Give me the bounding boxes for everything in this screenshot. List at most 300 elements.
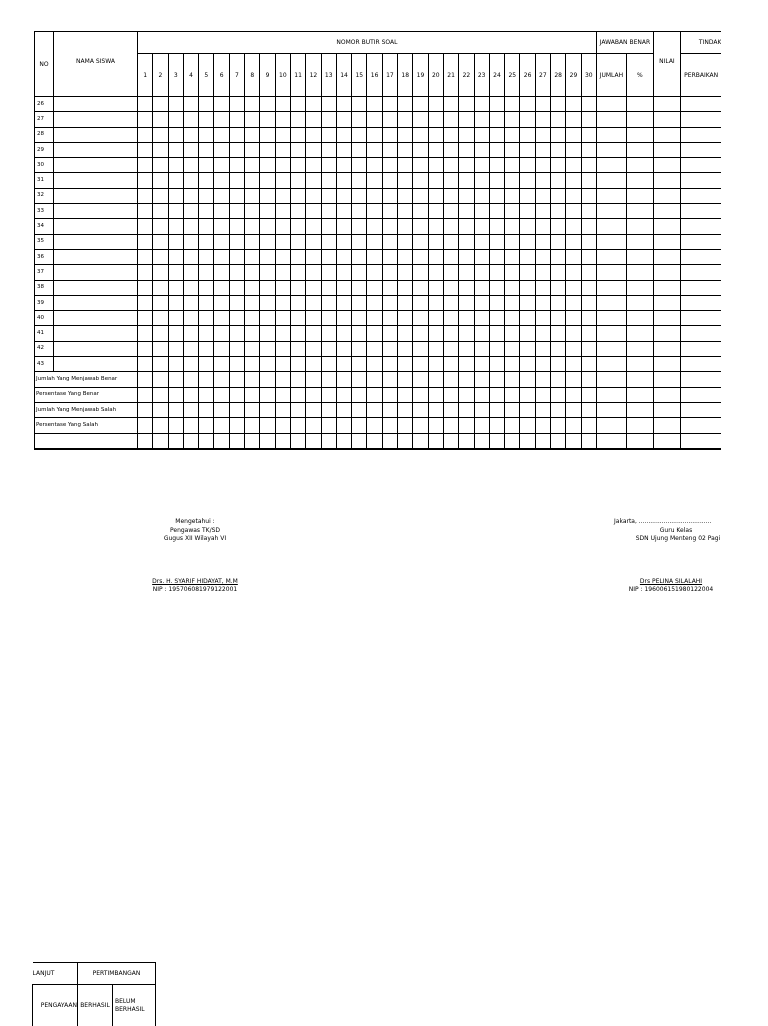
answer-cell[interactable] xyxy=(336,173,351,188)
answer-cell[interactable] xyxy=(199,433,214,449)
answer-cell[interactable] xyxy=(551,173,566,188)
answer-cell[interactable] xyxy=(535,265,550,280)
answer-cell[interactable] xyxy=(290,127,305,142)
answer-cell[interactable] xyxy=(199,357,214,372)
answer-cell[interactable] xyxy=(321,97,336,112)
answer-cell[interactable] xyxy=(535,326,550,341)
answer-cell[interactable] xyxy=(520,402,535,417)
answer-cell[interactable] xyxy=(505,402,520,417)
answer-cell[interactable] xyxy=(138,97,153,112)
answer-cell[interactable] xyxy=(214,112,229,127)
answer-cell[interactable] xyxy=(413,402,428,417)
answer-cell[interactable] xyxy=(489,311,504,326)
answer-cell[interactable] xyxy=(505,418,520,433)
answer-cell[interactable] xyxy=(551,326,566,341)
answer-cell[interactable] xyxy=(398,142,413,157)
answer-cell[interactable] xyxy=(168,372,183,387)
answer-cell[interactable] xyxy=(336,265,351,280)
answer-cell[interactable] xyxy=(382,112,397,127)
answer-cell[interactable] xyxy=(168,249,183,264)
answer-cell[interactable] xyxy=(398,433,413,449)
answer-cell[interactable] xyxy=(290,158,305,173)
answer-cell[interactable] xyxy=(474,326,489,341)
answer-cell[interactable] xyxy=(535,357,550,372)
answer-cell[interactable] xyxy=(459,188,474,203)
answer-cell[interactable] xyxy=(275,112,290,127)
answer-cell[interactable] xyxy=(382,188,397,203)
answer-cell[interactable] xyxy=(153,142,168,157)
answer-cell[interactable] xyxy=(336,295,351,310)
answer-cell[interactable] xyxy=(367,265,382,280)
student-name-cell[interactable] xyxy=(54,127,138,142)
answer-cell[interactable] xyxy=(336,418,351,433)
answer-cell[interactable] xyxy=(138,295,153,310)
answer-cell[interactable] xyxy=(245,387,260,402)
answer-cell[interactable] xyxy=(153,387,168,402)
answer-cell[interactable] xyxy=(229,433,244,449)
answer-cell[interactable] xyxy=(474,173,489,188)
answer-cell[interactable] xyxy=(214,341,229,356)
answer-cell[interactable] xyxy=(566,402,581,417)
answer-cell[interactable] xyxy=(428,387,443,402)
answer-cell[interactable] xyxy=(413,372,428,387)
answer-cell[interactable] xyxy=(413,142,428,157)
answer-cell[interactable] xyxy=(183,204,198,219)
answer-cell[interactable] xyxy=(535,142,550,157)
answer-cell[interactable] xyxy=(290,372,305,387)
answer-cell[interactable] xyxy=(382,311,397,326)
answer-cell[interactable] xyxy=(214,387,229,402)
answer-cell[interactable] xyxy=(382,158,397,173)
answer-cell[interactable] xyxy=(275,219,290,234)
answer-cell[interactable] xyxy=(352,341,367,356)
answer-cell[interactable] xyxy=(520,280,535,295)
answer-cell[interactable] xyxy=(199,326,214,341)
score-cell[interactable] xyxy=(653,311,680,326)
answer-cell[interactable] xyxy=(535,372,550,387)
total-cell[interactable] xyxy=(596,402,626,417)
answer-cell[interactable] xyxy=(382,97,397,112)
answer-cell[interactable] xyxy=(168,326,183,341)
answer-cell[interactable] xyxy=(245,265,260,280)
answer-cell[interactable] xyxy=(260,311,275,326)
answer-cell[interactable] xyxy=(138,311,153,326)
answer-cell[interactable] xyxy=(398,219,413,234)
answer-cell[interactable] xyxy=(321,158,336,173)
answer-cell[interactable] xyxy=(229,158,244,173)
answer-cell[interactable] xyxy=(229,387,244,402)
answer-cell[interactable] xyxy=(275,372,290,387)
answer-cell[interactable] xyxy=(275,357,290,372)
answer-cell[interactable] xyxy=(214,234,229,249)
answer-cell[interactable] xyxy=(138,249,153,264)
answer-cell[interactable] xyxy=(168,127,183,142)
answer-cell[interactable] xyxy=(138,372,153,387)
answer-cell[interactable] xyxy=(214,127,229,142)
answer-cell[interactable] xyxy=(413,158,428,173)
answer-cell[interactable] xyxy=(566,173,581,188)
answer-cell[interactable] xyxy=(459,219,474,234)
answer-cell[interactable] xyxy=(245,204,260,219)
answer-cell[interactable] xyxy=(199,311,214,326)
answer-cell[interactable] xyxy=(413,387,428,402)
answer-cell[interactable] xyxy=(260,234,275,249)
answer-cell[interactable] xyxy=(214,142,229,157)
answer-cell[interactable] xyxy=(413,112,428,127)
answer-cell[interactable] xyxy=(260,357,275,372)
answer-cell[interactable] xyxy=(505,311,520,326)
answer-cell[interactable] xyxy=(275,97,290,112)
answer-cell[interactable] xyxy=(229,249,244,264)
answer-cell[interactable] xyxy=(138,219,153,234)
total-cell[interactable] xyxy=(596,311,626,326)
answer-cell[interactable] xyxy=(245,372,260,387)
score-cell[interactable] xyxy=(653,357,680,372)
answer-cell[interactable] xyxy=(168,97,183,112)
answer-cell[interactable] xyxy=(199,142,214,157)
answer-cell[interactable] xyxy=(214,280,229,295)
answer-cell[interactable] xyxy=(367,387,382,402)
answer-cell[interactable] xyxy=(398,112,413,127)
remedial-cell[interactable] xyxy=(680,357,721,372)
answer-cell[interactable] xyxy=(474,402,489,417)
answer-cell[interactable] xyxy=(459,204,474,219)
answer-cell[interactable] xyxy=(336,341,351,356)
answer-cell[interactable] xyxy=(443,158,458,173)
answer-cell[interactable] xyxy=(474,433,489,449)
answer-cell[interactable] xyxy=(214,249,229,264)
remedial-cell[interactable] xyxy=(680,204,721,219)
answer-cell[interactable] xyxy=(413,280,428,295)
answer-cell[interactable] xyxy=(566,357,581,372)
answer-cell[interactable] xyxy=(260,387,275,402)
answer-cell[interactable] xyxy=(443,326,458,341)
answer-cell[interactable] xyxy=(275,295,290,310)
answer-cell[interactable] xyxy=(459,249,474,264)
answer-cell[interactable] xyxy=(489,173,504,188)
answer-cell[interactable] xyxy=(321,127,336,142)
answer-cell[interactable] xyxy=(214,372,229,387)
answer-cell[interactable] xyxy=(489,112,504,127)
answer-cell[interactable] xyxy=(352,219,367,234)
answer-cell[interactable] xyxy=(459,372,474,387)
answer-cell[interactable] xyxy=(290,433,305,449)
answer-cell[interactable] xyxy=(275,127,290,142)
answer-cell[interactable] xyxy=(443,142,458,157)
answer-cell[interactable] xyxy=(535,188,550,203)
answer-cell[interactable] xyxy=(321,173,336,188)
total-cell[interactable] xyxy=(596,249,626,264)
answer-cell[interactable] xyxy=(474,387,489,402)
answer-cell[interactable] xyxy=(321,204,336,219)
answer-cell[interactable] xyxy=(352,402,367,417)
answer-cell[interactable] xyxy=(245,219,260,234)
answer-cell[interactable] xyxy=(581,173,596,188)
answer-cell[interactable] xyxy=(260,402,275,417)
answer-cell[interactable] xyxy=(551,158,566,173)
answer-cell[interactable] xyxy=(168,433,183,449)
answer-cell[interactable] xyxy=(566,219,581,234)
answer-cell[interactable] xyxy=(535,341,550,356)
answer-cell[interactable] xyxy=(535,97,550,112)
answer-cell[interactable] xyxy=(168,311,183,326)
answer-cell[interactable] xyxy=(168,402,183,417)
score-cell[interactable] xyxy=(653,387,680,402)
answer-cell[interactable] xyxy=(520,295,535,310)
answer-cell[interactable] xyxy=(413,188,428,203)
answer-cell[interactable] xyxy=(138,387,153,402)
answer-cell[interactable] xyxy=(505,357,520,372)
answer-cell[interactable] xyxy=(229,219,244,234)
answer-cell[interactable] xyxy=(275,280,290,295)
answer-cell[interactable] xyxy=(183,265,198,280)
answer-cell[interactable] xyxy=(382,387,397,402)
answer-cell[interactable] xyxy=(367,188,382,203)
answer-cell[interactable] xyxy=(398,265,413,280)
answer-cell[interactable] xyxy=(336,433,351,449)
total-cell[interactable] xyxy=(596,204,626,219)
answer-cell[interactable] xyxy=(443,402,458,417)
answer-cell[interactable] xyxy=(520,387,535,402)
answer-cell[interactable] xyxy=(443,219,458,234)
answer-cell[interactable] xyxy=(459,326,474,341)
answer-cell[interactable] xyxy=(229,265,244,280)
answer-cell[interactable] xyxy=(413,311,428,326)
percent-cell[interactable] xyxy=(626,372,653,387)
percent-cell[interactable] xyxy=(626,158,653,173)
answer-cell[interactable] xyxy=(245,249,260,264)
answer-cell[interactable] xyxy=(459,97,474,112)
answer-cell[interactable] xyxy=(581,234,596,249)
answer-cell[interactable] xyxy=(505,265,520,280)
score-cell[interactable] xyxy=(653,372,680,387)
answer-cell[interactable] xyxy=(138,188,153,203)
answer-cell[interactable] xyxy=(138,326,153,341)
student-name-cell[interactable] xyxy=(54,112,138,127)
answer-cell[interactable] xyxy=(474,142,489,157)
answer-cell[interactable] xyxy=(214,265,229,280)
answer-cell[interactable] xyxy=(321,433,336,449)
answer-cell[interactable] xyxy=(413,326,428,341)
answer-cell[interactable] xyxy=(290,280,305,295)
answer-cell[interactable] xyxy=(321,234,336,249)
answer-cell[interactable] xyxy=(229,311,244,326)
answer-cell[interactable] xyxy=(367,142,382,157)
answer-cell[interactable] xyxy=(183,341,198,356)
answer-cell[interactable] xyxy=(566,311,581,326)
answer-cell[interactable] xyxy=(321,418,336,433)
answer-cell[interactable] xyxy=(382,219,397,234)
answer-cell[interactable] xyxy=(443,249,458,264)
answer-cell[interactable] xyxy=(398,97,413,112)
answer-cell[interactable] xyxy=(551,402,566,417)
answer-cell[interactable] xyxy=(505,97,520,112)
answer-cell[interactable] xyxy=(229,97,244,112)
total-cell[interactable] xyxy=(596,418,626,433)
answer-cell[interactable] xyxy=(489,97,504,112)
answer-cell[interactable] xyxy=(474,97,489,112)
answer-cell[interactable] xyxy=(306,158,321,173)
answer-cell[interactable] xyxy=(443,387,458,402)
answer-cell[interactable] xyxy=(443,341,458,356)
answer-cell[interactable] xyxy=(505,341,520,356)
answer-cell[interactable] xyxy=(199,219,214,234)
percent-cell[interactable] xyxy=(626,234,653,249)
answer-cell[interactable] xyxy=(290,357,305,372)
percent-cell[interactable] xyxy=(626,311,653,326)
answer-cell[interactable] xyxy=(520,265,535,280)
answer-cell[interactable] xyxy=(306,204,321,219)
answer-cell[interactable] xyxy=(306,112,321,127)
answer-cell[interactable] xyxy=(459,357,474,372)
answer-cell[interactable] xyxy=(413,418,428,433)
answer-cell[interactable] xyxy=(505,249,520,264)
score-cell[interactable] xyxy=(653,204,680,219)
total-cell[interactable] xyxy=(596,341,626,356)
answer-cell[interactable] xyxy=(566,142,581,157)
answer-cell[interactable] xyxy=(352,433,367,449)
answer-cell[interactable] xyxy=(306,402,321,417)
answer-cell[interactable] xyxy=(443,97,458,112)
answer-cell[interactable] xyxy=(260,265,275,280)
answer-cell[interactable] xyxy=(336,402,351,417)
answer-cell[interactable] xyxy=(428,219,443,234)
remedial-cell[interactable] xyxy=(680,418,721,433)
answer-cell[interactable] xyxy=(489,418,504,433)
answer-cell[interactable] xyxy=(275,249,290,264)
answer-cell[interactable] xyxy=(382,204,397,219)
answer-cell[interactable] xyxy=(199,173,214,188)
answer-cell[interactable] xyxy=(413,249,428,264)
answer-cell[interactable] xyxy=(153,418,168,433)
answer-cell[interactable] xyxy=(168,280,183,295)
answer-cell[interactable] xyxy=(321,280,336,295)
answer-cell[interactable] xyxy=(153,295,168,310)
answer-cell[interactable] xyxy=(459,295,474,310)
answer-cell[interactable] xyxy=(551,112,566,127)
answer-cell[interactable] xyxy=(229,173,244,188)
answer-cell[interactable] xyxy=(199,234,214,249)
answer-cell[interactable] xyxy=(489,127,504,142)
student-name-cell[interactable] xyxy=(54,249,138,264)
score-cell[interactable] xyxy=(653,142,680,157)
answer-cell[interactable] xyxy=(489,204,504,219)
answer-cell[interactable] xyxy=(474,249,489,264)
answer-cell[interactable] xyxy=(398,357,413,372)
total-cell[interactable] xyxy=(596,357,626,372)
answer-cell[interactable] xyxy=(336,142,351,157)
answer-cell[interactable] xyxy=(474,418,489,433)
answer-cell[interactable] xyxy=(306,341,321,356)
answer-cell[interactable] xyxy=(413,295,428,310)
answer-cell[interactable] xyxy=(459,433,474,449)
answer-cell[interactable] xyxy=(398,204,413,219)
answer-cell[interactable] xyxy=(306,295,321,310)
percent-cell[interactable] xyxy=(626,357,653,372)
answer-cell[interactable] xyxy=(443,433,458,449)
answer-cell[interactable] xyxy=(505,280,520,295)
answer-cell[interactable] xyxy=(321,142,336,157)
answer-cell[interactable] xyxy=(367,97,382,112)
answer-cell[interactable] xyxy=(551,249,566,264)
answer-cell[interactable] xyxy=(183,326,198,341)
answer-cell[interactable] xyxy=(260,173,275,188)
answer-cell[interactable] xyxy=(321,112,336,127)
remedial-cell[interactable] xyxy=(680,311,721,326)
answer-cell[interactable] xyxy=(321,188,336,203)
score-cell[interactable] xyxy=(653,280,680,295)
answer-cell[interactable] xyxy=(290,97,305,112)
answer-cell[interactable] xyxy=(443,280,458,295)
answer-cell[interactable] xyxy=(551,280,566,295)
answer-cell[interactable] xyxy=(183,433,198,449)
answer-cell[interactable] xyxy=(260,188,275,203)
remedial-cell[interactable] xyxy=(680,112,721,127)
answer-cell[interactable] xyxy=(153,402,168,417)
student-name-cell[interactable] xyxy=(54,280,138,295)
answer-cell[interactable] xyxy=(275,418,290,433)
answer-cell[interactable] xyxy=(168,158,183,173)
answer-cell[interactable] xyxy=(260,204,275,219)
answer-cell[interactable] xyxy=(413,234,428,249)
answer-cell[interactable] xyxy=(566,265,581,280)
answer-cell[interactable] xyxy=(336,249,351,264)
score-cell[interactable] xyxy=(653,234,680,249)
answer-cell[interactable] xyxy=(199,188,214,203)
answer-cell[interactable] xyxy=(153,265,168,280)
answer-cell[interactable] xyxy=(551,295,566,310)
answer-cell[interactable] xyxy=(489,433,504,449)
answer-cell[interactable] xyxy=(153,112,168,127)
answer-cell[interactable] xyxy=(367,402,382,417)
answer-cell[interactable] xyxy=(520,341,535,356)
answer-cell[interactable] xyxy=(306,372,321,387)
answer-cell[interactable] xyxy=(581,357,596,372)
answer-cell[interactable] xyxy=(367,112,382,127)
answer-cell[interactable] xyxy=(290,173,305,188)
answer-cell[interactable] xyxy=(581,433,596,449)
answer-cell[interactable] xyxy=(352,372,367,387)
answer-cell[interactable] xyxy=(183,372,198,387)
answer-cell[interactable] xyxy=(245,127,260,142)
answer-cell[interactable] xyxy=(520,234,535,249)
percent-cell[interactable] xyxy=(626,280,653,295)
answer-cell[interactable] xyxy=(382,433,397,449)
answer-cell[interactable] xyxy=(474,311,489,326)
answer-cell[interactable] xyxy=(260,219,275,234)
answer-cell[interactable] xyxy=(505,387,520,402)
answer-cell[interactable] xyxy=(566,372,581,387)
student-name-cell[interactable] xyxy=(54,234,138,249)
answer-cell[interactable] xyxy=(214,188,229,203)
student-name-cell[interactable] xyxy=(54,188,138,203)
answer-cell[interactable] xyxy=(367,234,382,249)
answer-cell[interactable] xyxy=(520,326,535,341)
answer-cell[interactable] xyxy=(275,433,290,449)
answer-cell[interactable] xyxy=(321,265,336,280)
answer-cell[interactable] xyxy=(245,357,260,372)
answer-cell[interactable] xyxy=(428,142,443,157)
answer-cell[interactable] xyxy=(474,219,489,234)
answer-cell[interactable] xyxy=(459,265,474,280)
percent-cell[interactable] xyxy=(626,402,653,417)
answer-cell[interactable] xyxy=(153,204,168,219)
answer-cell[interactable] xyxy=(367,249,382,264)
answer-cell[interactable] xyxy=(443,372,458,387)
answer-cell[interactable] xyxy=(489,341,504,356)
answer-cell[interactable] xyxy=(459,311,474,326)
answer-cell[interactable] xyxy=(520,188,535,203)
